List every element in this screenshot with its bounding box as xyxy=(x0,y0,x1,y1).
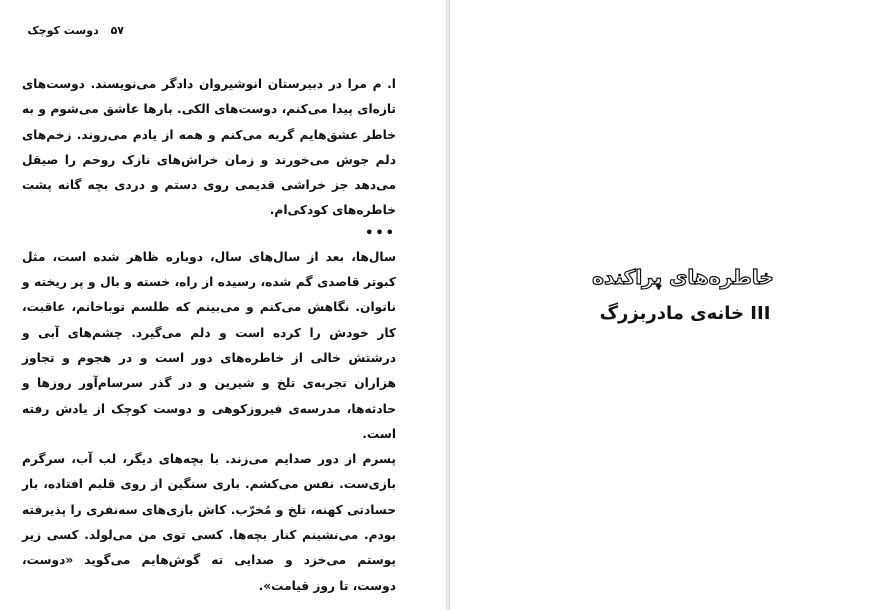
section-separator: ••• xyxy=(365,225,396,241)
paragraph: پسرم از دور صدایم می‌زند. با بچه‌های دیگر، لب آب، سرگرم بازی‌ست. نفس می‌کشم. باری سنگین از روی قلبم افتاده، بار حسادتی کهنه، تلخ و مُخرّب. کاش بازی‌های سه‌نفری را پذیرفته بودم. می‌نشینم کنار بچه‌ها. کسی توی من می‌لولد. کسی زیر پوستم می‌خزد و صدایی ته گوش‌هایم می‌گوید «دوست، دوست، تا روز قیامت». xyxy=(22,452,396,593)
running-header xyxy=(27,24,124,40)
right-page xyxy=(450,0,882,610)
book-title: دوست کوچک xyxy=(27,24,99,37)
chapter-title: خاطره‌های پراکنده xyxy=(592,265,774,289)
body-text xyxy=(22,72,396,599)
page-number: ۵۷ xyxy=(110,24,124,37)
chapter-subtitle: III خانه‌ی مادربزرگ xyxy=(599,303,771,324)
paragraph: ا. م مرا در دبیرستان انوشیروان دادگر می‌نویسند. دوست‌های تازه‌ای پیدا می‌کنم، دوست‌های الکی. بارها عاشق می‌شوم و به خاطر عشق‌هایم گریه می‌کنم و همه از یادم می‌روند. زخم‌های دلم جوش می‌خورند و زمان خراش‌های نازک روحم را صیقل می‌دهد جز خراشی قدیمی روی دستم و دردی بچه گانه پشت خاطره‌های کودکی‌ام. xyxy=(22,77,396,218)
paragraph: سال‌ها، بعد از سال‌های سال، دوباره ظاهر شده است، مثل کبوتر قاصدی گم شده، رسیده از راه، خسته و بال و پر ریخته و ناتوان. نگاهش می‌کنم و می‌بینم که طلسم توباخانم، عاقبت، کار خودش را کرده است و دلم می‌گیرد. چشم‌های آبی و درشتش خالی از خاطره‌های دور است و در هجوم و تجاوز هزاران تجربه‌ی تلخ و شیرین و در گذر سرسام‌آور روزها و حادثه‌ها، مدرسه‌ی فیروزکوهی و دوست کوچک از یادش رفته است. xyxy=(22,249,396,441)
